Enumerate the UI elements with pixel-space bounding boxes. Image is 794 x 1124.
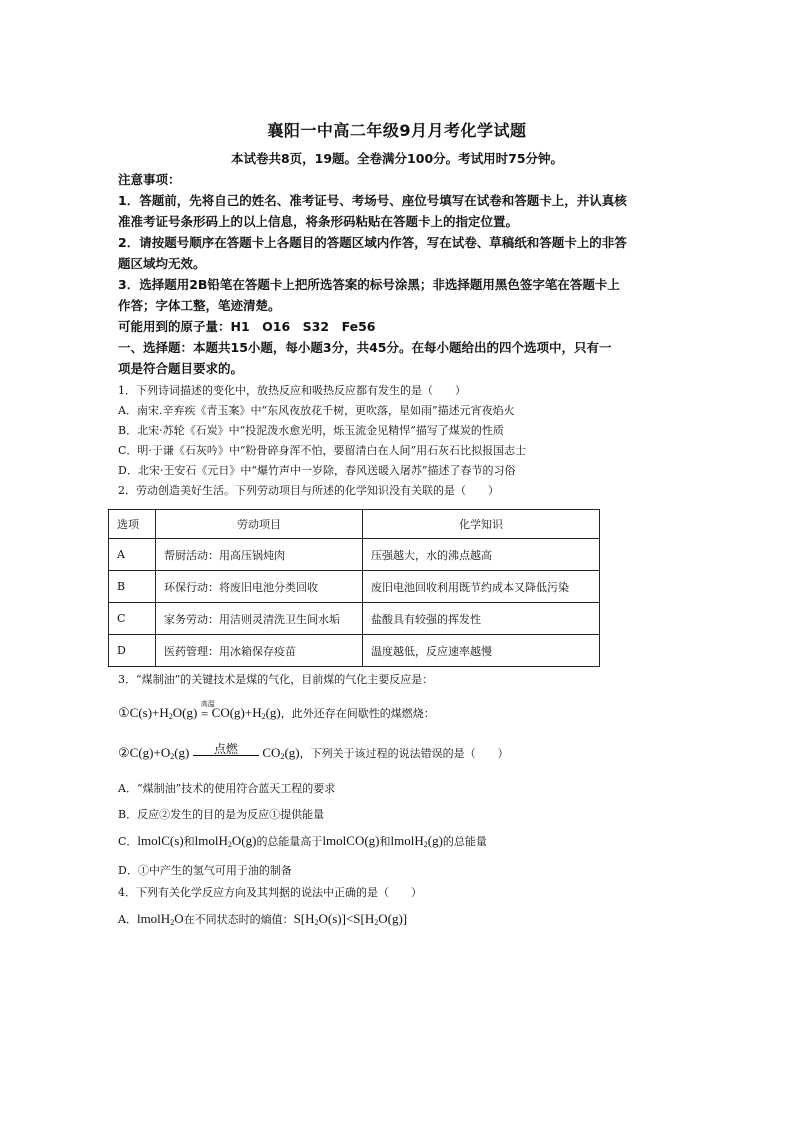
equation-rhs: CO(g)+H [211,705,262,720]
formula: O [174,911,184,926]
equation-note: ，此外还存在间歇性的煤燃烧： [280,707,435,720]
option-a: A．南宋.辛弃疾《青玉案》中“东风夜放花千树，更吹落，星如雨”描述元宵夜焰火 [118,404,515,417]
table-cell: 温度越低，反应速率越慢 [363,635,600,667]
notice-line: 3．选择题用2B铅笔在答题卡上把所选答案的标号涂黑；非选择题用黑色签字笔在答题卡上 [118,277,620,292]
equation-note: ，下列关于该过程的说法错误的是（ ） [299,747,509,760]
question-4 [118,880,688,936]
text: 在不同状态时的熵值： [183,913,294,926]
table-cell: B [109,571,156,603]
table-cell: 家务劳动：用洁则灵清洗卫生间水垢 [156,603,363,635]
notice-line: 准准考证号条形码上的以上信息，将条形码粘贴在答题卡上的指定位置。 [118,214,519,229]
question-3 [118,670,688,690]
equation-lhs: ①C(s)+H [118,705,169,720]
formula: lmolH [136,911,171,926]
formula: S[H [293,911,315,926]
equation-2 [118,741,688,769]
table-cell: 废旧电池回收利用既节约成本又降低污染 [363,571,600,603]
table-header-cell: 选项 [109,510,156,539]
table-row [109,571,600,603]
reaction-arrow [193,742,259,761]
notice-line: 作答；字体工整，笔迹清楚。 [118,298,281,313]
subscript: 2 [314,918,319,927]
table-row [109,635,600,667]
page-title: 襄阳一中高二年级9月月考化学试题 [267,121,527,140]
table-row [109,603,600,635]
table-header-row [109,510,600,539]
notice-line: 题区域均无效。 [118,256,206,271]
question-stem: 4．下列有关化学反应方向及其判据的说法中正确的是（ ） [118,886,422,899]
exam-info: 本试卷共8页，19题。全卷满分100分。考试用时75分钟。 [230,151,564,166]
option-d: D．①中产生的氢气可用于油的制备 [118,864,292,877]
table-cell: C [109,603,156,635]
option-c [118,828,688,858]
option-label: C． [118,835,138,848]
table-cell: 帮厨活动：用高压锅炖肉 [156,539,363,571]
formula: O(g) [231,833,257,848]
equation-lhs: (g) [174,745,190,760]
question-2-table [108,509,600,667]
formula: lmolH [390,833,424,848]
subscript: 2 [261,712,266,721]
table-cell: 医药管理：用冰箱保存疫苗 [156,635,363,667]
subscript: 2 [374,918,379,927]
reaction-condition: 点燃 [213,742,238,756]
table-header-cell: 劳动项目 [156,510,363,539]
equilibrium-sign: 高温 = [201,702,208,726]
notice-heading: 注意事项： [118,172,181,187]
text: 的总能量高于 [256,835,323,848]
equation-1 [118,701,688,729]
text: 的总能量 [442,835,487,848]
subscript: 2 [170,918,175,927]
text: 和 [379,835,391,848]
table-cell: D [109,635,156,667]
subscript: 2 [227,840,232,849]
atomic-mass-line: 可能用到的原子量：H1 O16 S32 Fe56 [118,319,376,334]
notice-line: 2．请按题号顺序在答题卡上各题目的答题区域内作答，写在试卷、草稿纸和答题卡上的非答 [118,235,627,250]
subscript: 2 [423,840,428,849]
table-cell: A [109,539,156,571]
option-label: A． [118,913,137,926]
table-cell: 环保行动：将废旧电池分类回收 [156,571,363,603]
section-heading: 一、选择题：本题共15小题，每小题3分，共45分。在每小题给出的四个选项中，只有一 [118,340,612,355]
formula: lmolC(s) [137,833,184,848]
equation-lhs: ②C(g)+O [118,745,171,760]
question-3-options [118,776,688,884]
option-c: C．明·于谦《石灰吟》中“粉骨碎身浑不怕，要留清白在人间”用石灰石比拟报国志士 [118,444,527,457]
formula: O(s)]<S[H [318,911,375,926]
table-row [109,539,600,571]
question-stem: 1．下列诗词描述的变化中，放热反应和吸热反应都有发生的是（ ） [118,384,466,397]
reaction-condition: 高温 [200,700,215,708]
option-a [118,906,688,936]
equation-rhs: CO [262,745,281,760]
text: 和 [183,835,195,848]
subscript: 2 [168,712,173,721]
table-cell: 压强越大，水的沸点越高 [363,539,600,571]
equation-lhs: O(g) [172,705,198,720]
equation-rhs: (g) [284,745,300,760]
question-stem: 2．劳动创造美好生活。下列劳动项目与所述的化学知识没有关联的是（ ） [118,484,499,497]
option-b: B．反应②发生的目的是为反应①提供能量 [118,808,325,821]
table-header-cell: 化学知识 [363,510,600,539]
formula: (g) [427,833,443,848]
notice-section [118,169,686,379]
formula: O(g)] [378,911,408,926]
option-b: B．北宋·苏轮《石炭》中“投泥泼水愈光明，烁玉流金见精悍”描写了煤炭的性质 [118,424,504,437]
equation-rhs: (g) [265,705,281,720]
notice-line: 1．答题前，先将自己的姓名、准考证号、考场号、座位号填写在试卷和答题卡上，并认真核 [118,193,627,208]
option-d: D．北宋·王安石《元日》中“爆竹声中一岁除，春风送暖入屠苏”描述了春节的习俗 [118,464,516,477]
question-1 [118,381,688,501]
section-heading: 项是符合题目要求的。 [118,361,244,376]
table-cell: 盐酸具有较强的挥发性 [363,603,600,635]
question-stem: 3．“煤制油”的关键技术是煤的气化，目前煤的气化主要反应是： [118,673,434,686]
subscript: 2 [170,752,175,761]
subscript: 2 [280,752,285,761]
formula: lmolCO(g) [322,833,380,848]
option-a: A．“煤制油”技术的使用符合蓝天工程的要求 [118,782,336,795]
formula: lmolH [194,833,228,848]
